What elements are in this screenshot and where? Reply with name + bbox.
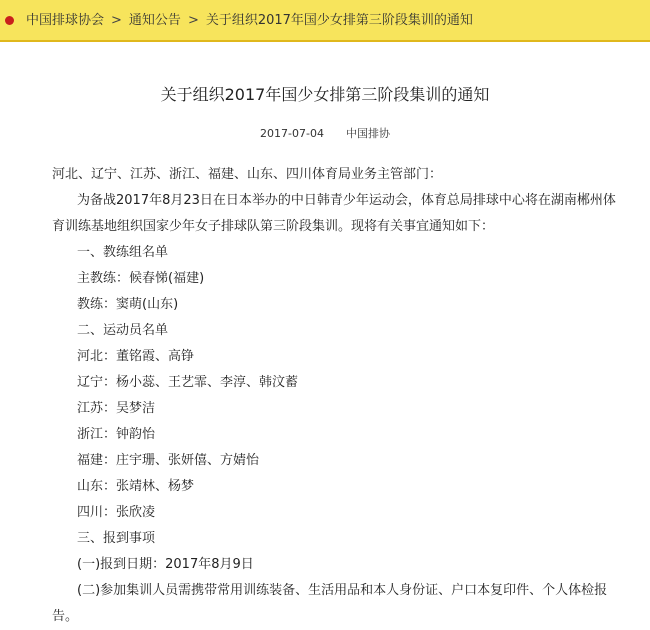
breadcrumb (26, 12, 473, 30)
intro-paragraph: 为备战2017年8月23日在日本举办的中日韩青少年运动会，体育总局排球中心将在湖南郴州体育训练基地组织国家少年女子排球队第三阶段集训。现将有关事宜通知如下： (52, 188, 620, 240)
article (0, 42, 650, 612)
section-line: 浙江：钟韵怡 (52, 422, 620, 448)
section-line: 江苏：吴梦洁 (52, 396, 620, 422)
section-line: 主教练：候春悌(福建) (52, 266, 620, 292)
recipients-line: 河北、辽宁、江苏、浙江、福建、山东、四川体育局业务主管部门： (52, 162, 620, 188)
section-line: 教练：窦萌(山东) (52, 292, 620, 318)
breadcrumb-bar (0, 0, 650, 42)
section-line: 三、报到事项 (52, 526, 620, 552)
article-title: 关于组织2017年国少女排第三阶段集训的通知 (0, 84, 650, 106)
requirements-paragraph: (二)参加集训人员需携带常用训练装备、生活用品和本人身份证、户口本复印件、个人体检报告。 (52, 578, 620, 630)
section-line: 河北：董铭霞、高铮 (52, 344, 620, 370)
bullet-dot-icon (5, 16, 14, 25)
article-date: 2017-07-04 (260, 127, 324, 140)
breadcrumb-separator: > (188, 13, 199, 28)
section-line: 一、教练组名单 (52, 240, 620, 266)
section-line: 辽宁：杨小蕊、王艺霏、李淳、韩汶蓄 (52, 370, 620, 396)
section-line: 二、运动员名单 (52, 318, 620, 344)
article-source: 中国排协 (346, 127, 390, 140)
section-line: 四川：张欣凌 (52, 500, 620, 526)
section-line: 福建：庄宇珊、张妍僖、方婧怡 (52, 448, 620, 474)
article-body (52, 162, 620, 630)
section-line: 山东：张靖林、杨梦 (52, 474, 620, 500)
breadcrumb-home-link[interactable]: 中国排球协会 (26, 13, 104, 28)
article-meta (0, 126, 650, 142)
breadcrumb-current: 关于组织2017年国少女排第三阶段集训的通知 (206, 13, 473, 28)
section-line: (一)报到日期：2017年8月9日 (52, 552, 620, 578)
breadcrumb-separator: > (111, 13, 122, 28)
breadcrumb-notices-link[interactable]: 通知公告 (129, 13, 181, 28)
